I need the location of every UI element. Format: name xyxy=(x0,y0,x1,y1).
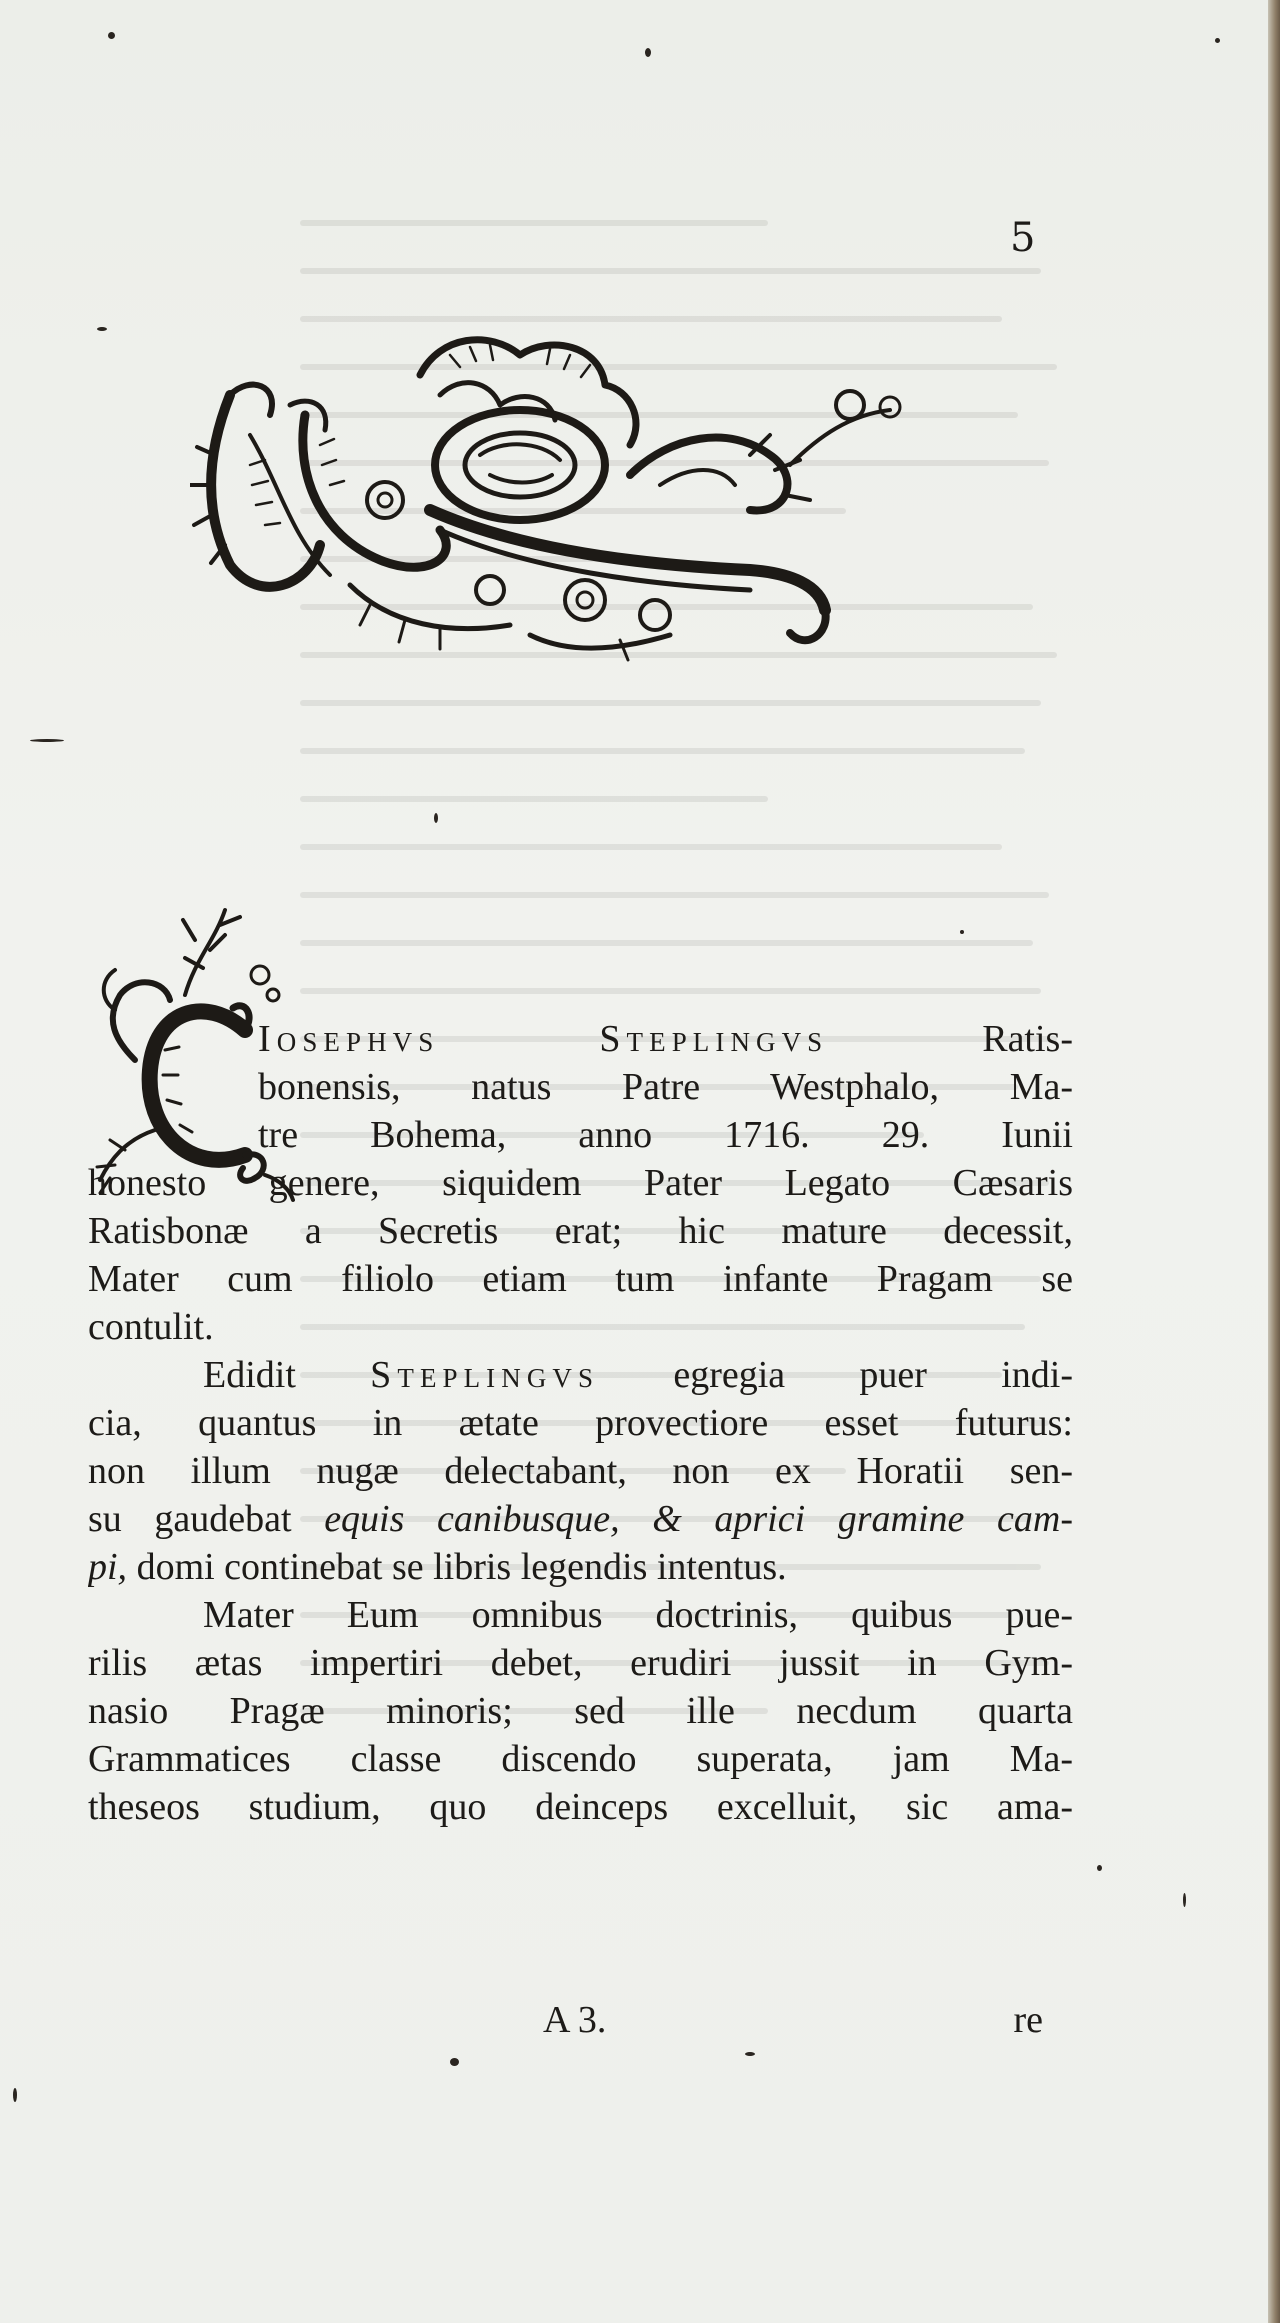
paragraph-2 xyxy=(88,1351,1073,1591)
text-run: contulit. xyxy=(88,1306,214,1348)
text-run: rilis ætas impertiri debet, erudiri jussit in Gym- xyxy=(88,1642,1073,1684)
text-line xyxy=(88,1543,1073,1591)
text-run: tre Bohema, anno 1716. 29. Iunii xyxy=(258,1114,1073,1156)
text-run: Grammatices classe discendo superata, jam Ma- xyxy=(88,1738,1073,1780)
page-footer xyxy=(88,1998,1073,2054)
text-run: theseos studium, quo deinceps excelluit, sic ama- xyxy=(88,1786,1073,1828)
paper-speck xyxy=(1097,1865,1102,1871)
main-text xyxy=(88,1015,1073,1831)
text-line xyxy=(88,1255,1073,1303)
paper-speck xyxy=(960,930,964,934)
text-run: su gaudebat xyxy=(88,1498,325,1540)
signature-mark: A 3. xyxy=(543,1999,607,2041)
text-run: Mater cum filiolo etiam tum infante Pragam se xyxy=(88,1258,1073,1300)
text-line xyxy=(88,1111,1073,1159)
text-run: cia, quantus in ætate provectiore esset futurus: xyxy=(88,1402,1073,1444)
horace-quotation: equis canibusque, & aprici gramine cam- xyxy=(324,1498,1073,1540)
paper-speck xyxy=(108,32,115,39)
text-run: bonensis, natus Patre Westphalo, Ma- xyxy=(258,1066,1073,1108)
text-line xyxy=(88,1159,1073,1207)
paragraph-3 xyxy=(88,1591,1073,1831)
headpiece-ornament xyxy=(190,335,920,670)
text-line xyxy=(88,1783,1073,1831)
paper-speck xyxy=(745,2052,755,2056)
text-line xyxy=(88,1687,1073,1735)
catchword: re xyxy=(1013,1999,1043,2041)
horace-quotation: pi, xyxy=(88,1546,128,1588)
paper-speck xyxy=(434,813,438,823)
page-edge xyxy=(1268,0,1280,2323)
text-run: nasio Pragæ minoris; sed ille necdum quarta xyxy=(88,1690,1073,1732)
text-run: egregia puer indi- xyxy=(599,1354,1073,1396)
paper-speck xyxy=(645,48,651,57)
author-name-smallcaps: Steplingvs xyxy=(370,1354,600,1396)
text-line xyxy=(88,1639,1073,1687)
paper-speck xyxy=(97,327,107,331)
text-line xyxy=(88,1063,1073,1111)
text-line xyxy=(88,1351,1073,1399)
text-run: domi continebat se libris legendis intentus. xyxy=(127,1546,787,1588)
paper-speck xyxy=(30,739,64,742)
text-line xyxy=(88,1735,1073,1783)
paper-speck xyxy=(13,2088,17,2102)
text-line xyxy=(88,1591,1073,1639)
text-run: Ratisbonæ a Secretis erat; hic mature decessit, xyxy=(88,1210,1073,1252)
paragraph-1 xyxy=(88,1015,1073,1351)
text-line xyxy=(88,1399,1073,1447)
text-line xyxy=(88,1015,1073,1063)
text-run: non illum nugæ delectabant, non ex Horatii sen- xyxy=(88,1450,1073,1492)
page-number: 5 xyxy=(1010,215,1036,261)
text-line xyxy=(88,1207,1073,1255)
text-line xyxy=(88,1447,1073,1495)
text-run: honesto genere, siquidem Pater Legato Cæsaris xyxy=(88,1162,1073,1204)
paper-speck xyxy=(1215,38,1220,43)
author-name-smallcaps: Iosephvs Steplingvs xyxy=(258,1018,829,1060)
text-run: Edidit xyxy=(203,1354,371,1396)
text-run: Ratis- xyxy=(828,1018,1073,1060)
paper-speck xyxy=(450,2058,459,2066)
paper-speck xyxy=(1183,1893,1186,1907)
text-line xyxy=(88,1303,1073,1351)
text-line xyxy=(88,1495,1073,1543)
text-run: Mater Eum omnibus doctrinis, quibus pue- xyxy=(203,1594,1073,1636)
